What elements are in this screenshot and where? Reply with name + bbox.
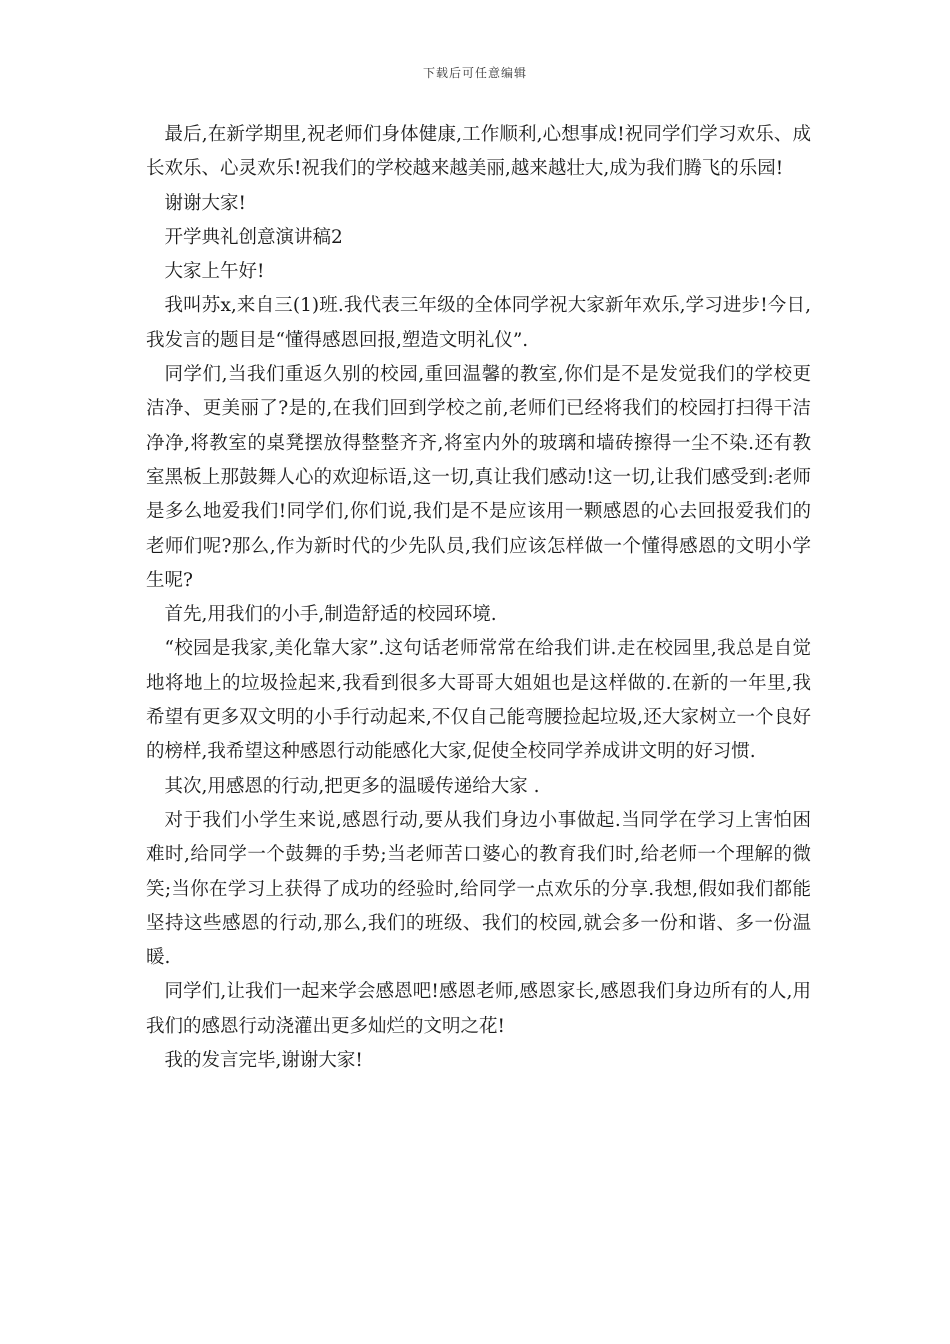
paragraph-introduction: 我叫苏x,来自三(1)班.我代表三年级的全体同学祝大家新年欢乐,学习进步!今日,我发言的题目是“懂得感恩回报,塑造文明礼仪”. xyxy=(146,295,811,351)
paragraph-school-return: 同学们,当我们重返久别的校园,重回温馨的教室,你们是不是发觉我们的学校更洁净、更美丽了?是的,在我们回到学校之前,老师们已经将我们的校园打扫得干洁净净,将教室的桌凳摆放得整整齐齐,将室内外的玻璃和墙砖擦得一尘不染.还有教室黑板上那鼓舞人心的欢迎标语,这一切,真让我们感动!这一切,让我们感受到:老师是多么地爱我们!同学们,你们说,我们是不是应该用一颗感恩的心去回报爱我们的老师们呢?那么,作为新时代的少先队员,我们应该怎样做一个懂得感恩的文明小学生呢? xyxy=(146,364,811,591)
paragraph-campus-home: “校园是我家,美化靠大家”.这句话老师常常在给我们讲.走在校园里,我总是自觉地将地上的垃圾捡起来,我看到很多大哥哥大姐姐也是这样做的.在新的一年里,我希望有更多双文明的小手行动起来,不仅自己能弯腰捡起垃圾,还大家树立一个良好的榜样,我希望这种感恩行动能感化大家,促使全校同学养成讲文明的好习惯. xyxy=(146,638,811,763)
paragraph-call-to-action: 同学们,让我们一起来学会感恩吧!感恩老师,感恩家长,感恩我们身边所有的人,用我们的感恩行动浇灌出更多灿烂的文明之花! xyxy=(146,981,811,1037)
paragraph-thanks: 谢谢大家! xyxy=(164,192,246,214)
paragraph-greeting: 大家上午好! xyxy=(164,261,265,283)
page-header: 下载后可任意编辑 xyxy=(422,66,527,80)
document-body xyxy=(146,118,811,1078)
paragraph-ending: 我的发言完毕,谢谢大家! xyxy=(164,1050,363,1072)
paragraph-second-point: 其次,用感恩的行动,把更多的温暖传递给大家 . xyxy=(164,775,540,797)
paragraph-gratitude-actions: 对于我们小学生来说,感恩行动,要从我们身边小事做起.当同学在学习上害怕困难时,给同学一个鼓舞的手势;当老师苦口婆心的教育我们时,给老师一个理解的微笑;当你在学习上获得了成功的经验时,给同学一点欢乐的分享.我想,假如我们都能坚持这些感恩的行动,那么,我们的班级、我们的校园,就会多一份和谐、多一份温暖. xyxy=(146,809,811,969)
section-title: 开学典礼创意演讲稿2 xyxy=(164,226,343,248)
paragraph-first-point: 首先,用我们的小手,制造舒适的校园环境. xyxy=(164,604,497,626)
paragraph-closing-wishes: 最后,在新学期里,祝老师们身体健康,工作顺利,心想事成!祝同学们学习欢乐、成长欢乐、心灵欢乐!祝我们的学校越来越美丽,越来越壮大,成为我们腾飞的乐园! xyxy=(146,124,811,180)
